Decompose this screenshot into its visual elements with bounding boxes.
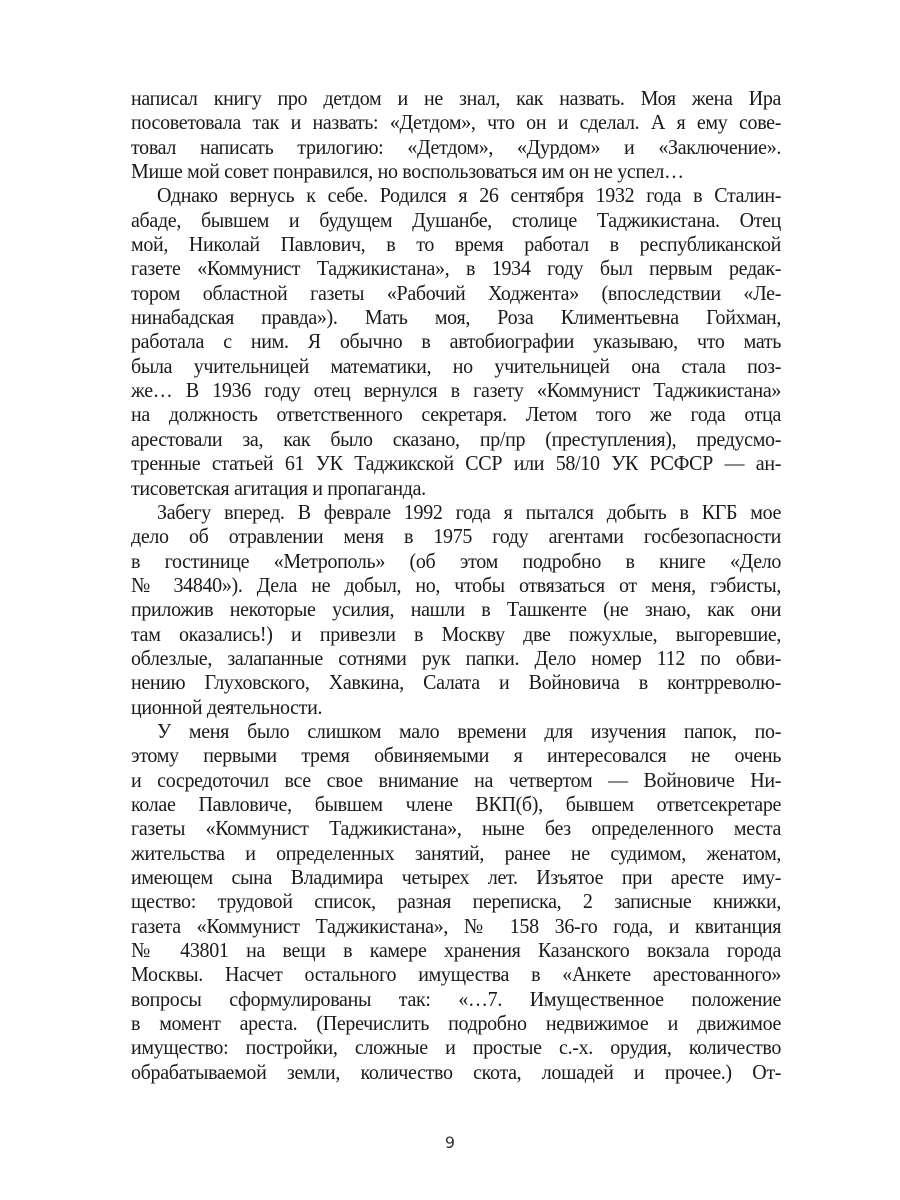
text-line: № 34840»). Дела не добыл, но, чтобы отвязаться от меня, гэбисты,: [131, 572, 782, 597]
text-line: имущество: постройки, сложные и простые с.-х. орудия, количество: [131, 1035, 782, 1060]
text-line: тором областной газеты «Рабочий Ходжента» (впоследствии «Ле-: [131, 280, 782, 305]
text-line: товал написать трилогию: «Детдом», «Дурдом» и «Заключение».: [131, 134, 782, 159]
text-line: на должность ответственного секретаря. Летом того же года отца: [131, 402, 782, 427]
paragraph-2: [131, 183, 781, 499]
text-line: была учительницей математики, но учительницей она стала поз-: [131, 353, 782, 378]
text-line: колае Павловиче, бывшем члене ВКП(б), бывшем ответсекретаре: [131, 791, 782, 816]
text-line: № 43801 на вещи в камере хранения Казанского вокзала города: [131, 938, 782, 963]
text-line: газете «Коммунист Таджикистана», в 1934 году был первым редак-: [131, 256, 782, 281]
paragraph-1: [131, 86, 781, 183]
text-line: имеющем сына Владимира четырех лет. Изъятое при аресте иму-: [131, 865, 782, 889]
text-line: там оказались!) и привезли в Москву две пожухлые, выгоревшие,: [131, 621, 782, 646]
text-line: Однако вернусь к себе. Родился я 26 сентября 1932 года в Сталин-: [157, 183, 782, 208]
text-line: посоветовала так и назвать: «Детдом», что он и сделал. А я ему сове-: [131, 110, 782, 135]
text-line: работала с ним. Я обычно в автобиографии указываю, что мать: [131, 329, 782, 354]
text-line: нинабадская правда»). Мать моя, Роза Климентьевна Гойхман,: [131, 305, 782, 330]
text-line: облезлые, залапанные сотнями рук папки. Дело номер 112 по обви-: [131, 645, 782, 670]
text-line: ционной деятельности.: [131, 694, 323, 719]
book-page-text: [131, 86, 781, 1084]
text-line: жительства и определенных занятий, ранее не судимом, женатом,: [131, 840, 782, 865]
text-line: Москвы. Насчет остального имущества в «Анкете арестованного»: [131, 962, 782, 987]
text-line: газеты «Коммунист Таджикистана», ныне без определенного места: [131, 816, 782, 841]
text-line: тренные статьей 61 УК Таджикской ССР или 58/10 УК РСФСР — ан-: [131, 451, 782, 476]
text-line: У меня было слишком мало времени для изучения папок, по-: [157, 718, 782, 743]
paragraph-4: [131, 719, 781, 1084]
text-line: нению Глуховского, Хавкина, Салата и Войновича в контрреволю-: [131, 670, 782, 695]
text-line: арестовали за, как было сказано, пр/пр (преступления), предусмо-: [131, 426, 782, 451]
text-line: щество: трудовой список, разная переписка, 2 записные книжки,: [131, 889, 782, 914]
text-line: Забегу вперед. В феврале 1992 года я пытался добыть в КГБ мое: [157, 499, 782, 524]
text-line: дело об отравлении меня в 1975 году агентами госбезопасности: [131, 524, 782, 549]
text-line: приложив некоторые усилия, нашли в Ташкенте (не знаю, как они: [131, 597, 782, 622]
text-line: вопросы сформулированы так: «…7. Имущественное положение: [131, 986, 782, 1011]
text-line: мой, Николай Павлович, в то время работал в республиканской: [131, 232, 782, 257]
text-line: в гостинице «Метрополь» (об этом подробно в книге «Дело: [131, 548, 782, 573]
text-line: обрабатываемой земли, количество скота, лошадей и прочее.) От-: [131, 1059, 782, 1084]
paragraph-3: [131, 500, 781, 719]
text-line: Мише мой совет понравился, но воспользоваться им он не успел…: [131, 159, 684, 184]
text-line: в момент ареста. (Перечислить подробно недвижимое и движимое: [131, 1011, 782, 1036]
text-line: тисоветская агитация и пропаганда.: [131, 475, 426, 500]
text-line: этому первыми тремя обвиняемыми я интересовался не очень: [131, 743, 782, 768]
text-line: же… В 1936 году отец вернулся в газету «Коммунист Таджикистана»: [131, 378, 782, 403]
text-line: написал книгу про детдом и не знал, как назвать. Моя жена Ира: [131, 86, 782, 110]
page-number: 9: [444, 1133, 456, 1152]
text-line: газета «Коммунист Таджикистана», № 158 36-го года, и квитанция: [131, 913, 782, 938]
text-line: абаде, бывшем и будущем Душанбе, столице Таджикистана. Отец: [131, 207, 782, 232]
text-line: и сосредоточил все свое внимание на четвертом — Войновиче Ни-: [131, 767, 782, 792]
